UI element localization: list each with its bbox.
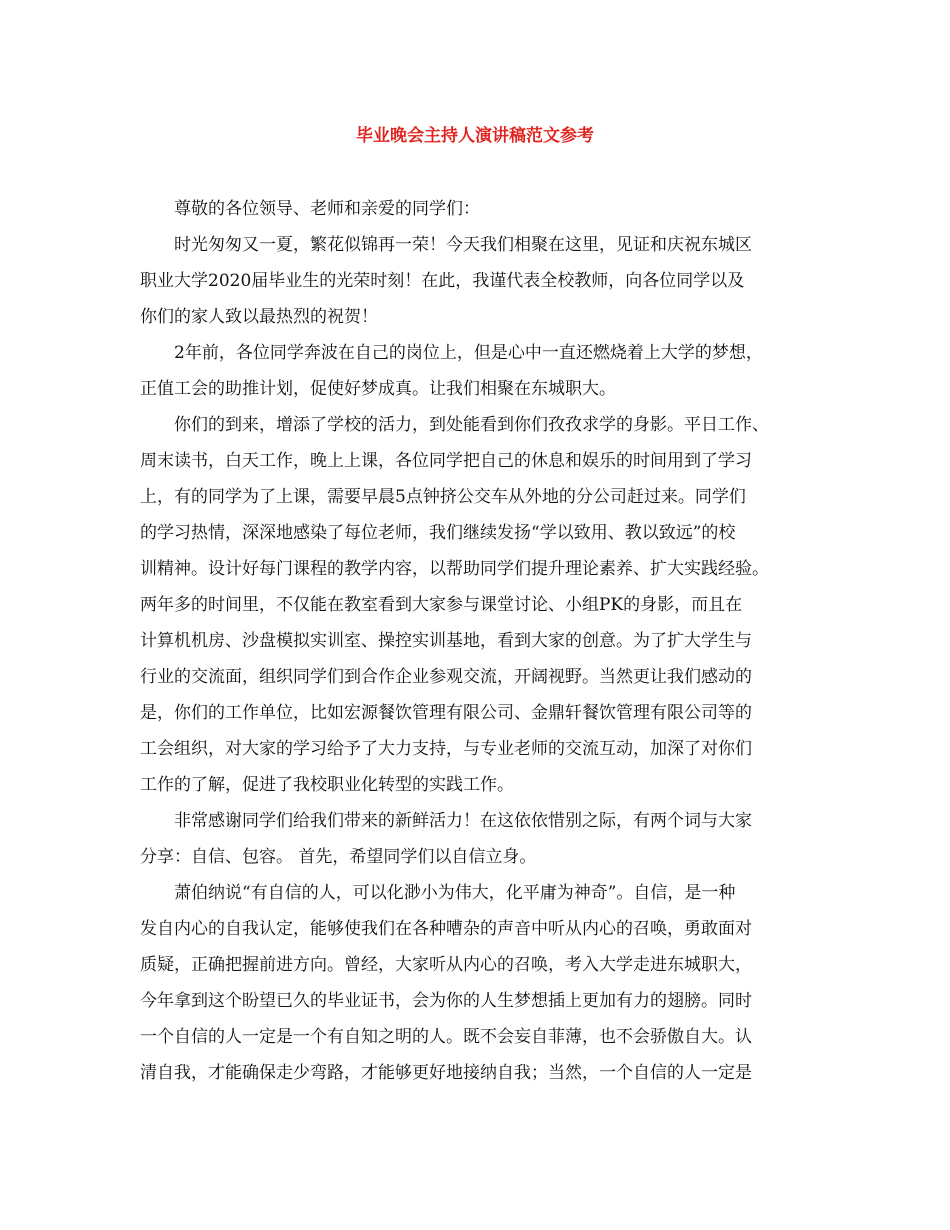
paragraph-line: 非常感谢同学们给我们带来的新鲜活力！在这依依惜别之际，有两个词与大家 <box>174 811 752 831</box>
document-title: 毕业晚会主持人演讲稿范文参考 <box>356 126 594 146</box>
paragraph-line: 是，你们的工作单位，比如宏源餐饮管理有限公司、金鼎轩餐饮管理有限公司等的 <box>140 703 752 723</box>
paragraph-line: 工作的了解，促进了我校职业化转型的实践工作。 <box>140 775 514 795</box>
paragraph-line: 今年拿到这个盼望已久的毕业证书，会为你的人生梦想插上更加有力的翅膀。同时 <box>140 991 752 1011</box>
paragraph-line: 的学习热情，深深地感染了每位老师，我们继续发扬“学以致用、教以致远”的校 <box>140 523 736 543</box>
paragraph-line: 2年前，各位同学奔波在自己的岗位上，但是心中一直还燃烧着上大学的梦想， <box>174 343 763 363</box>
paragraph-line: 周末读书，白天工作，晚上上课，各位同学把自己的休息和娱乐的时间用到了学习 <box>140 451 752 471</box>
paragraph-line: 计算机机房、沙盘模拟实训室、操控实训基地，看到大家的创意。为了扩大学生与 <box>140 631 752 651</box>
paragraph-line: 上，有的同学为了上课，需要早晨5点钟挤公交车从外地的分公司赶过来。同学们 <box>140 487 746 507</box>
paragraph-line: 正值工会的助推计划，促使好梦成真。让我们相聚在东城职大。 <box>140 379 616 399</box>
paragraph-line: 职业大学2020届毕业生的光荣时刻！在此，我谨代表全校教师，向各位同学以及 <box>140 271 745 291</box>
paragraph-line: 训精神。设计好每门课程的教学内容，以帮助同学们提升理论素养、扩大实践经验。 <box>140 559 769 579</box>
paragraph-line: 你们的到来，增添了学校的活力，到处能看到你们孜孜求学的身影。平日工作、 <box>174 415 769 435</box>
paragraph-line: 质疑，正确把握前进方向。曾经，大家听从内心的召唤，考入大学走进东城职大， <box>140 955 752 975</box>
paragraph-line: 分享：自信、包容。 首先，希望同学们以自信立身。 <box>140 847 537 867</box>
paragraph-line: 清自我，才能确保走少弯路，才能够更好地接纳自我；当然，一个自信的人一定是 <box>140 1063 752 1083</box>
paragraph-line: 一个自信的人一定是一个有自知之明的人。既不会妄自菲薄，也不会骄傲自大。认 <box>140 1027 752 1047</box>
paragraph-line: 尊敬的各位领导、老师和亲爱的同学们： <box>174 199 480 219</box>
paragraph-line: 发自内心的自我认定，能够使我们在各种嘈杂的声音中听从内心的召唤，勇敢面对 <box>140 919 752 939</box>
paragraph-line: 工会组织，对大家的学习给予了大力支持，与专业老师的交流互动，加深了对你们 <box>140 739 752 759</box>
paragraph-line: 时光匆匆又一夏，繁花似锦再一荣！今天我们相聚在这里，见证和庆祝东城区 <box>174 235 752 255</box>
paragraph-line: 两年多的时间里，不仅能在教室看到大家参与课堂讨论、小组PK的身影，而且在 <box>140 595 743 615</box>
paragraph-line: 行业的交流面，组织同学们到合作企业参观交流，开阔视野。当然更让我们感动的 <box>140 667 752 687</box>
paragraph-line: 你们的家人致以最热烈的祝贺！ <box>140 307 378 327</box>
paragraph-line: 萧伯纳说“有自信的人，可以化渺小为伟大，化平庸为神奇”。自信，是一种 <box>174 883 736 903</box>
